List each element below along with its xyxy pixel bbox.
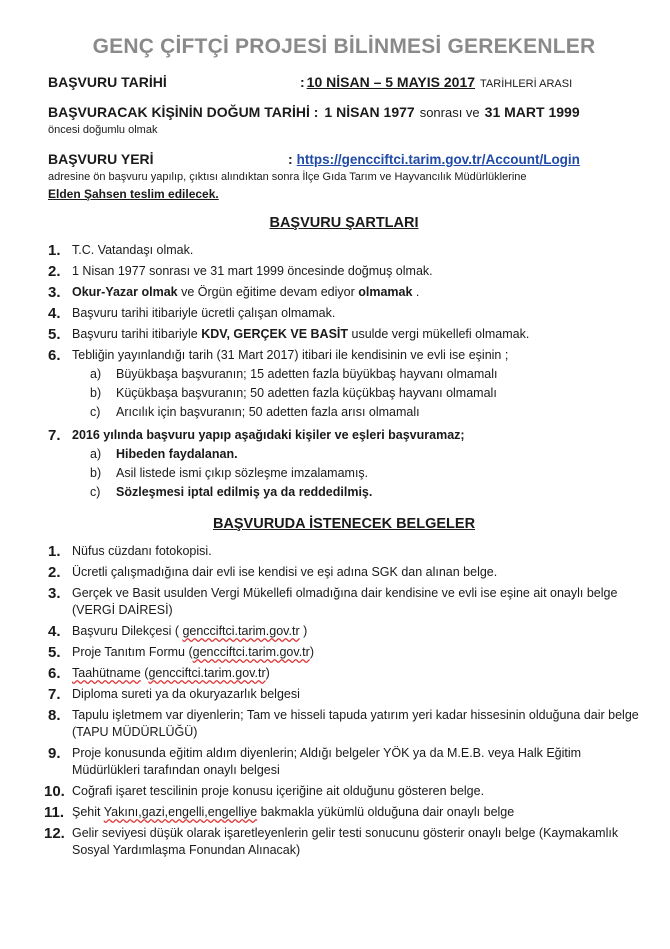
item-text: Gerçek ve Basit usulden Vergi Mükellefi olmadığına dair kendisine ve evli ise eşine ait onaylı belge (VERGİ DAİRESİ) [72,586,618,618]
item-number: 9. [48,745,61,763]
list-item [44,825,640,859]
list-item [48,585,640,619]
list-item [48,543,640,560]
sub-item [72,385,640,402]
item-pre: Başvuru tarihi itibariyle [72,327,202,341]
item-text [72,665,640,682]
application-url-link[interactable]: https://gencciftci.tarim.gov.tr/Account/Login [296,152,580,168]
item-number: 1. [48,543,61,561]
item-main-text: Tebliğin yayınlandığı tarih (31 Mart 2017) itibari ile kendisinin ve evli ise eşinin ; [72,348,509,362]
item-number: 3. [48,284,61,301]
item-end: . [412,285,420,299]
item-text: Gelir seviyesi düşük olarak işaretleyenlerin gelir testi sonucunu gösterir onaylı belge (Kaymakamlık Sosyal Yardımlaşma Fonundan Alınacak) [72,826,619,858]
sub-list [72,446,640,501]
application-place-row [48,151,640,169]
list-item [48,326,640,343]
list-item [48,623,640,640]
item-pre: Şehit [72,805,104,820]
item-text: Ücretli çalışmadığına dair evli ise kendisi ve eşi adına SGK dan alınan belge. [72,565,498,580]
birth-date-label: BAŞVURACAK KİŞİNİN DOĞUM TARİHİ : [48,104,319,120]
item-number: 11. [44,804,65,822]
item-pre: Taahütname [72,666,141,681]
sub-text: Arıcılık için başvuranın; 50 adetten fazla arısı olmamalı [116,405,420,419]
item-post: ) [299,624,308,639]
list-item [48,665,640,682]
documents-heading: BAŞVURUDA İSTENECEK BELGELER [212,516,476,532]
sub-list [72,366,640,421]
item-number: 3. [48,585,61,603]
sub-letter: c) [90,405,101,419]
sub-item [72,484,640,501]
sub-letter: a) [90,367,102,381]
birth-date-note: öncesi doğumlu olmak [48,123,158,136]
application-place-emphasis: Elden Şahsen teslim edilecek. [48,186,219,201]
list-item [48,242,640,259]
item-number: 8. [48,707,61,725]
list-item [48,305,640,322]
list-item [48,644,640,661]
item-pre: Proje Tanıtım Formu ( [72,645,193,660]
item-number: 6. [48,347,61,364]
requirements-heading: BAŞVURU ŞARTLARI [269,214,419,231]
item-number: 2. [48,263,61,280]
application-date-label: BAŞVURU TARİHİ [48,74,167,91]
list-item [48,284,640,301]
item-number: 2. [48,564,61,582]
item-number: 4. [48,305,61,322]
sub-text: Asil listede ismi çıkıp sözleşme imzalamamış. [116,466,369,480]
item-text: Coğrafi işaret tescilinin proje konusu içeriğine ait olduğunu gösteren belge. [72,784,485,799]
item-number: 1. [48,242,61,259]
application-place-sep: : [288,151,293,168]
application-place-desc: adresine ön başvuru yapılıp, çıktısı alındıktan sonra İlçe Gıda Tarım ve Hayvancılık Müdürlüklerine [48,171,527,184]
item-number: 7. [48,686,61,704]
item-text [72,644,640,661]
item-number: 5. [48,326,61,343]
sub-item [72,446,640,463]
item-number: 12. [44,825,65,843]
application-date-suffix: TARİHLERİ ARASI [480,78,573,91]
item-main-text: 2016 yılında başvuru yapıp aşağıdaki kişiler ve eşleri başvuramaz; [72,428,465,442]
item-number: 6. [48,665,61,683]
list-item [44,783,640,801]
birth-date-mid: sonrası ve [419,105,480,120]
sub-letter: a) [90,447,102,461]
application-date-row [48,74,640,92]
documents-list [44,543,640,859]
list-item [48,347,640,423]
application-place-label: BAŞVURU YERİ [48,151,154,168]
list-item [48,686,640,703]
item-post: usulde vergi mükellefi olmamak. [348,327,530,341]
item-text: Nüfus cüzdanı fotokopisi. [72,544,212,559]
list-item [48,427,640,503]
item-text [72,326,640,343]
item-text [72,804,640,821]
sub-letter: b) [90,466,102,480]
sub-text: Küçükbaşa başvuranın; 50 adetten fazla küçükbaş hayvanı olmamalı [116,386,497,400]
site-link[interactable]: gencciftci.tarim.gov.tr [182,624,300,639]
list-item [44,804,640,822]
item-post: bakmakla yükümlü olduğuna dair onaylı belge [257,805,515,820]
item-bold: olmamak [358,285,413,299]
item-bold: KDV, GERÇEK VE BASİT [201,327,349,341]
sub-letter: b) [90,386,102,400]
site-link[interactable]: gencciftci.tarim.gov.tr [192,645,310,660]
item-text: Başvuru tarihi itibariyle ücretli çalışan olmamak. [72,306,336,320]
item-text: 1 Nisan 1977 sonrası ve 31 mart 1999 öncesinde doğmuş olmak. [72,264,433,278]
item-text [72,427,640,503]
item-post: ) [265,666,270,681]
sub-letter: c) [90,485,101,499]
item-number: 7. [48,427,61,444]
application-date-sep: : [300,74,305,91]
item-number: 10. [44,783,65,801]
list-item [48,564,640,581]
birth-date-start: 1 NİSAN 1977 [324,104,415,120]
birth-date-row [48,104,640,122]
item-squiggle: Yakını,gazi,engelli,engelliye [103,805,258,820]
site-link[interactable]: gencciftci.tarim.gov.tr [148,666,266,681]
list-item [48,707,640,741]
item-post: ) [309,645,314,660]
sub-item [72,404,640,421]
sub-item [72,366,640,383]
item-text: Diploma sureti ya da okuryazarlık belgesi [72,687,300,702]
sub-text: Büyükbaşa başvuranın; 15 adetten fazla büyükbaş hayvanı olmamalı [116,367,498,381]
item-bold: Okur-Yazar olmak [72,285,178,299]
item-text [72,284,640,301]
item-text [72,347,640,423]
item-text: Proje konusunda eğitim aldım diyenlerin; Aldığı belgeler YÖK ya da M.E.B. veya Halk Eğitim Müdürlükleri tarafından onaylı belgesi [72,746,582,778]
requirements-list [48,242,640,503]
item-text: Tapulu işletmem var diyenlerin; Tam ve hisseli tapuda yatırım yeri kadar hissesinin olduğuna dair belge (TAPU MÜDÜRLÜĞÜ) [72,708,639,740]
item-number: 4. [48,623,61,641]
sub-text: Hibeden faydalanan. [116,447,238,461]
item-text [72,623,640,640]
list-item [48,263,640,280]
item-pre: Başvuru Dilekçesi ( [72,624,183,639]
page-title: GENÇ ÇİFTÇİ PROJESİ BİLİNMESİ GEREKENLER [92,35,596,58]
item-mid: ve Örgün eğitime devam ediyor [177,285,359,299]
birth-date-end: 31 MART 1999 [484,104,580,120]
sub-item [72,465,640,482]
sub-text: Sözleşmesi iptal edilmiş ya da reddedilmiş. [116,485,373,499]
item-number: 5. [48,644,61,662]
application-date-value: 10 NİSAN – 5 MAYIS 2017 [306,74,476,91]
item-text: T.C. Vatandaşı olmak. [72,243,194,257]
item-mid: ( [140,666,149,681]
list-item [48,745,640,779]
